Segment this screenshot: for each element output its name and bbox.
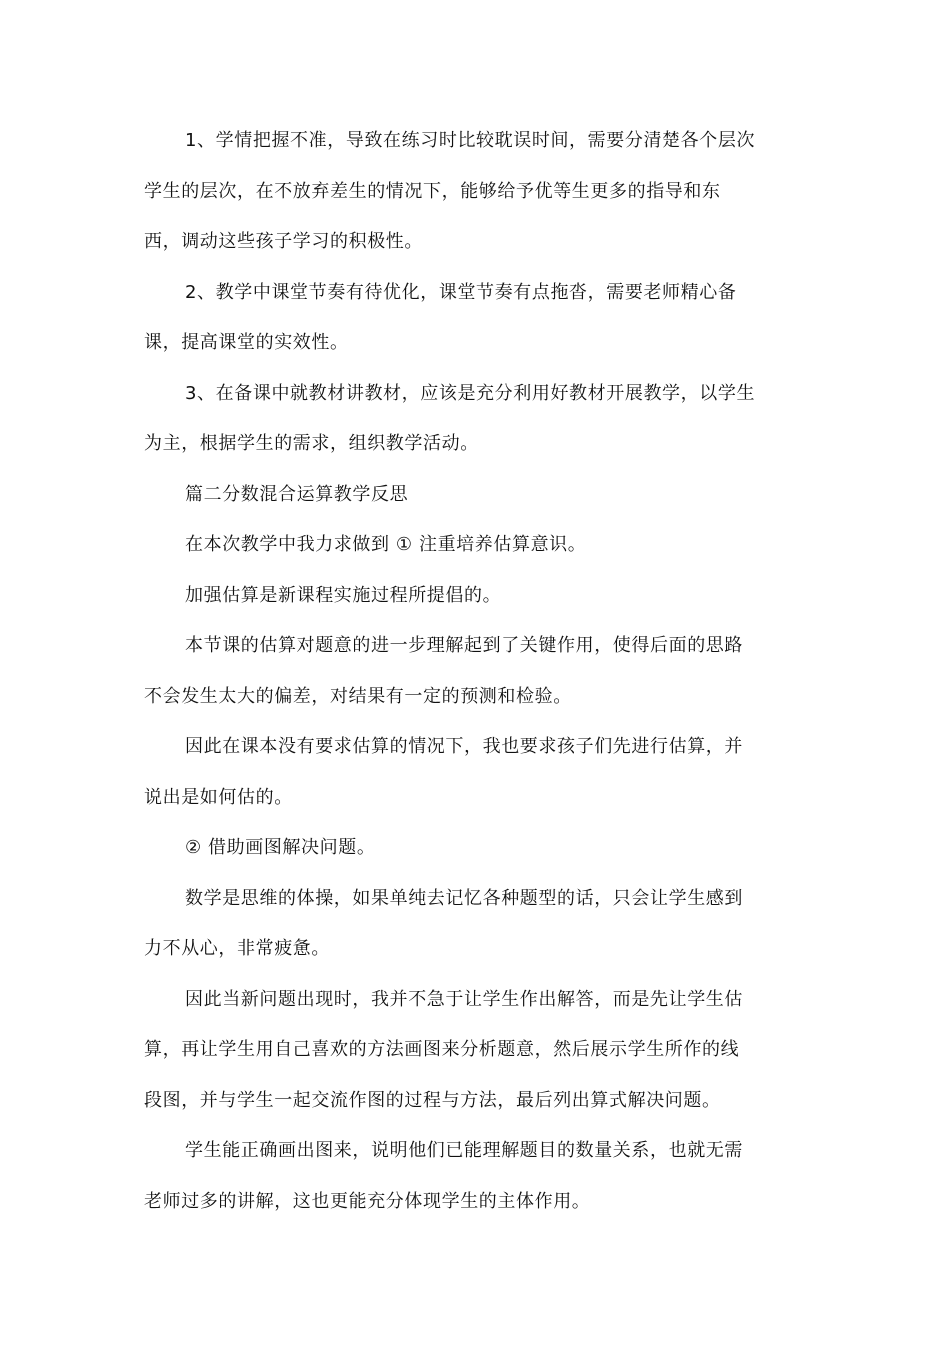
paragraph-drawing-point: ② 借助画图解决问题。	[185, 837, 376, 858]
paragraph-intro: 在本次教学中我力求做到 ① 注重培养估算意识。	[185, 534, 587, 555]
paragraph-estimation-practice: 因此在课本没有要求估算的情况下，我也要求孩子们先进行估算，并说出是如何估的。	[144, 736, 743, 808]
paragraph-math-thinking: 数学是思维的体操，如果单纯去记忆各种题型的话，只会让学生感到力不从心，非常疲惫。	[144, 887, 743, 959]
paragraph-estimation: 加强估算是新课程实施过程所提倡的。	[185, 584, 502, 606]
paragraph-new-problem: 因此当新问题出现时，我并不急于让学生作出解答，而是先让学生估算，再让学生用自己喜欢的方法画图来分析题意，然后展示学生所作的线段图，并与学生一起交流作图的过程与方法，最后列出算式解决问题。	[144, 988, 743, 1111]
paragraph-point-2: 2、教学中课堂节奏有待优化，课堂节奏有点拖沓，需要老师精心备课，提高课堂的实效性。	[144, 281, 737, 353]
paragraph-point-3: 3、在备课中就教材讲教材，应该是充分利用好教材开展教学，以学生为主，根据学生的需求，组织教学活动。	[144, 382, 756, 454]
section-heading: 篇二分数混合运算教学反思	[185, 483, 409, 505]
document-body	[144, 116, 756, 1227]
paragraph-student-role: 学生能正确画出图来，说明他们已能理解题目的数量关系，也就无需老师过多的讲解，这也更能充分体现学生的主体作用。	[144, 1140, 743, 1212]
paragraph-point-1: 1、学情把握不准，导致在练习时比较耽误时间，需要分清楚各个层次学生的层次，在不放弃差生的情况下，能够给予优等生更多的指导和东西，调动这些孩子学习的积极性。	[144, 130, 756, 252]
paragraph-estimation-role: 本节课的估算对题意的进一步理解起到了关键作用，使得后面的思路不会发生太大的偏差，对结果有一定的预测和检验。	[144, 635, 743, 707]
